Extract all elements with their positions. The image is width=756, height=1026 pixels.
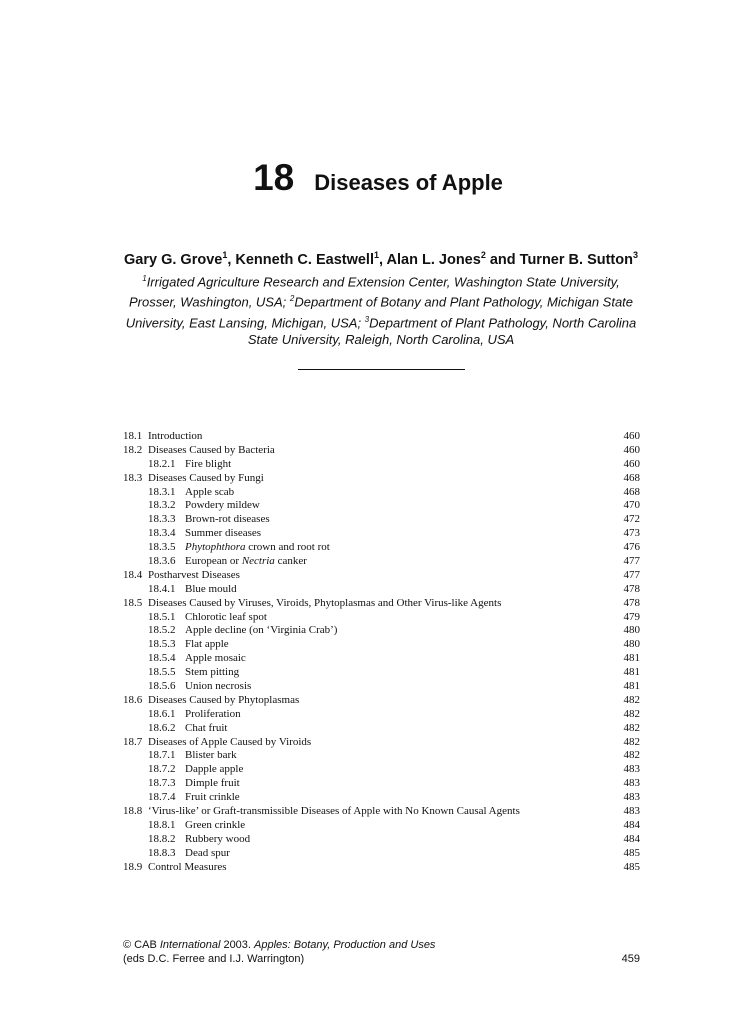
toc-entry [123,861,640,875]
toc-label [185,541,330,555]
toc-entry [123,597,640,611]
toc-label: Diseases Caused by Viruses, Viroids, Phytoplasmas and Other Virus-like Agents [148,596,502,609]
toc-entry [123,736,640,750]
toc-page: 470 [623,499,640,512]
toc-page: 481 [623,652,640,665]
toc-number: 18.3.5 [148,541,176,554]
toc-page: 476 [623,541,640,554]
toc-label: Chlorotic leaf spot [185,610,267,623]
book-title: Apples: Botany, Production and Uses [254,939,436,951]
toc-number: 18.4 [123,568,143,581]
toc-entry [123,458,640,472]
toc-page: 485 [623,846,640,859]
toc-page: 482 [623,721,640,734]
toc-label: Apple scab [185,485,235,498]
toc-number: 18.3.4 [148,527,176,540]
toc-label: Dead spur [185,846,230,859]
toc-entry [123,583,640,597]
toc-label-part: European or [185,555,242,568]
affil-marker: 2 [480,250,486,260]
toc-label: ‘Virus-like’ or Graft-transmissible Diseases of Apple with No Known Causal Agents [148,805,520,818]
toc-number: 18.5.1 [148,610,176,623]
toc-number: 18.8.3 [148,846,176,859]
toc-entry [123,819,640,833]
toc-label: Union necrosis [185,680,252,693]
toc-entry [123,666,640,680]
toc-label-part: canker [274,555,307,568]
toc-label: Dapple apple [185,763,244,776]
toc-number: 18.6 [123,693,143,706]
toc-number: 18.5.2 [148,624,176,637]
toc-entry [123,680,640,694]
copyright-line [123,939,640,951]
toc-label: Fire blight [185,457,232,470]
toc-page: 483 [623,777,640,790]
toc-label: Dimple fruit [185,777,240,790]
toc-label: Apple mosaic [185,652,246,665]
copyright-org: International [159,939,221,951]
toc-entry [123,624,640,638]
toc-number: 18.8.2 [148,832,176,845]
toc-label: Diseases Caused by Bacteria [148,443,275,456]
toc-entry [123,638,640,652]
toc-number: 18.4.1 [148,582,176,595]
toc-label: Rubbery wood [185,832,251,845]
toc-entry [123,513,640,527]
toc-entry [123,499,640,513]
affil-marker: 2 [289,294,295,304]
toc-page: 485 [623,860,640,873]
author-name: Gary G. Grove [124,251,223,268]
toc-number: 18.7 [123,735,143,748]
editors: (eds D.C. Ferree and I.J. Warrington) [123,953,305,965]
toc-number: 18.2 [123,443,143,456]
toc-label-part: crown and root rot [245,541,330,554]
toc-page: 480 [623,624,640,637]
toc-number: 18.7.1 [148,749,176,762]
affil-marker: 1 [374,250,380,260]
toc-entry [123,777,640,791]
toc-page: 484 [623,818,640,831]
toc-page: 481 [623,666,640,679]
toc-label-italic: Nectria [241,555,275,568]
toc-page: 479 [623,610,640,623]
toc-number: 18.5.5 [148,666,176,679]
toc-page: 482 [623,749,640,762]
toc-entry [123,444,640,458]
toc-label: Stem pitting [185,666,240,679]
toc-entry [123,833,640,847]
toc-page: 460 [623,430,640,442]
toc-label: Introduction [148,430,203,442]
toc-entry [123,569,640,583]
toc-label: Chat fruit [185,721,228,734]
toc-page: 483 [623,791,640,804]
affil-marker: 1 [142,274,147,283]
toc-label: Postharvest Diseases [148,568,240,581]
affiliations [120,270,642,348]
toc-number: 18.5.3 [148,638,176,651]
toc-number: 18.7.4 [148,791,176,804]
toc-entry [123,430,640,444]
author-name: , Kenneth C. Eastwell [227,251,374,268]
toc-label [185,555,307,569]
affiliation-text: Department of Plant Pathology, North Carolina State University, Raleigh, North Carolina, USA [247,314,637,347]
divider-rule [298,369,465,370]
page-number: 459 [621,953,640,965]
toc-entry [123,541,640,555]
toc-number: 18.5 [123,596,143,609]
toc-page: 468 [623,471,640,484]
toc-entry [123,722,640,736]
toc-page: 473 [623,527,640,540]
toc-label-italic: Phytophthora [185,541,246,554]
toc-entry [123,652,640,666]
toc-number: 18.3.3 [148,513,176,526]
toc-label: Blue mould [185,582,237,595]
author-name: , Alan L. Jones [379,251,481,268]
toc-label: Summer diseases [185,527,262,540]
copyright-prefix: © CAB [123,939,160,951]
toc-label: Proliferation [185,707,241,720]
toc-label: Powdery mildew [185,499,260,512]
author-list [120,250,642,268]
affil-marker: 1 [222,250,228,260]
toc-entry [123,472,640,486]
toc-page: 480 [623,638,640,651]
toc-label: Flat apple [185,638,229,651]
toc-number: 18.7.2 [148,763,176,776]
affiliation-text: Irrigated Agriculture Research and Extension Center, Washington State University, Prosser, Washington, USA; [128,274,620,310]
affil-marker: 3 [632,250,638,260]
toc-label: Diseases Caused by Phytoplasmas [148,693,300,706]
author-name: and Turner B. Sutton [485,251,633,268]
toc-entry [123,486,640,500]
table-of-contents [123,430,640,875]
toc-number: 18.3.2 [148,499,176,512]
toc-entry [123,708,640,722]
toc-page: 484 [623,832,640,845]
toc-page: 472 [623,513,640,526]
toc-entry [123,555,640,569]
toc-page: 483 [623,763,640,776]
toc-number: 18.9 [123,860,143,873]
toc-number: 18.1 [123,430,143,442]
affiliation-text: Department of Botany and Plant Pathology, Michigan State University, East Lansing, Michigan, USA; [125,294,634,330]
toc-page: 478 [623,596,640,609]
toc-number: 18.3.1 [148,485,176,498]
toc-number: 18.6.2 [148,721,176,734]
chapter-heading [0,157,756,199]
toc-number: 18.8.1 [148,818,176,831]
toc-entry [123,749,640,763]
editors-line [123,953,640,965]
toc-entry [123,847,640,861]
copyright-year: 2003. [220,939,255,951]
toc-page: 477 [623,568,640,581]
toc-page: 460 [623,457,640,470]
toc-label: Diseases of Apple Caused by Viroids [148,735,312,748]
chapter-number: 18 [253,157,295,198]
toc-page: 483 [623,805,640,818]
toc-label: Control Measures [148,860,227,873]
toc-number: 18.6.1 [148,707,176,720]
toc-page: 482 [623,707,640,720]
toc-number: 18.5.4 [148,652,176,665]
toc-label: Green crinkle [185,818,246,831]
affil-marker: 3 [364,314,370,324]
toc-entry [123,791,640,805]
toc-label: Apple decline (on ‘Virginia Crab’) [185,624,338,637]
toc-label: Fruit crinkle [185,791,240,804]
toc-label: Blister bark [185,749,237,762]
toc-label: Brown-rot diseases [185,513,270,526]
toc-entry [123,805,640,819]
toc-number: 18.7.3 [148,777,176,790]
toc-number: 18.3.6 [148,555,176,568]
toc-number: 18.3 [123,471,143,484]
toc-entry [123,763,640,777]
toc-page: 482 [623,735,640,748]
toc-page: 481 [623,680,640,693]
toc-label: Diseases Caused by Fungi [148,471,264,484]
toc-number: 18.2.1 [148,457,176,470]
chapter-title: Diseases of Apple [314,170,503,195]
toc-number: 18.8 [123,805,143,818]
toc-number: 18.5.6 [148,680,176,693]
toc-page: 460 [623,443,640,456]
toc-page: 468 [623,485,640,498]
toc-page: 477 [623,555,640,568]
toc-entry [123,527,640,541]
toc-entry [123,611,640,625]
toc-page: 478 [623,582,640,595]
toc-entry [123,694,640,708]
toc-page: 482 [623,693,640,706]
